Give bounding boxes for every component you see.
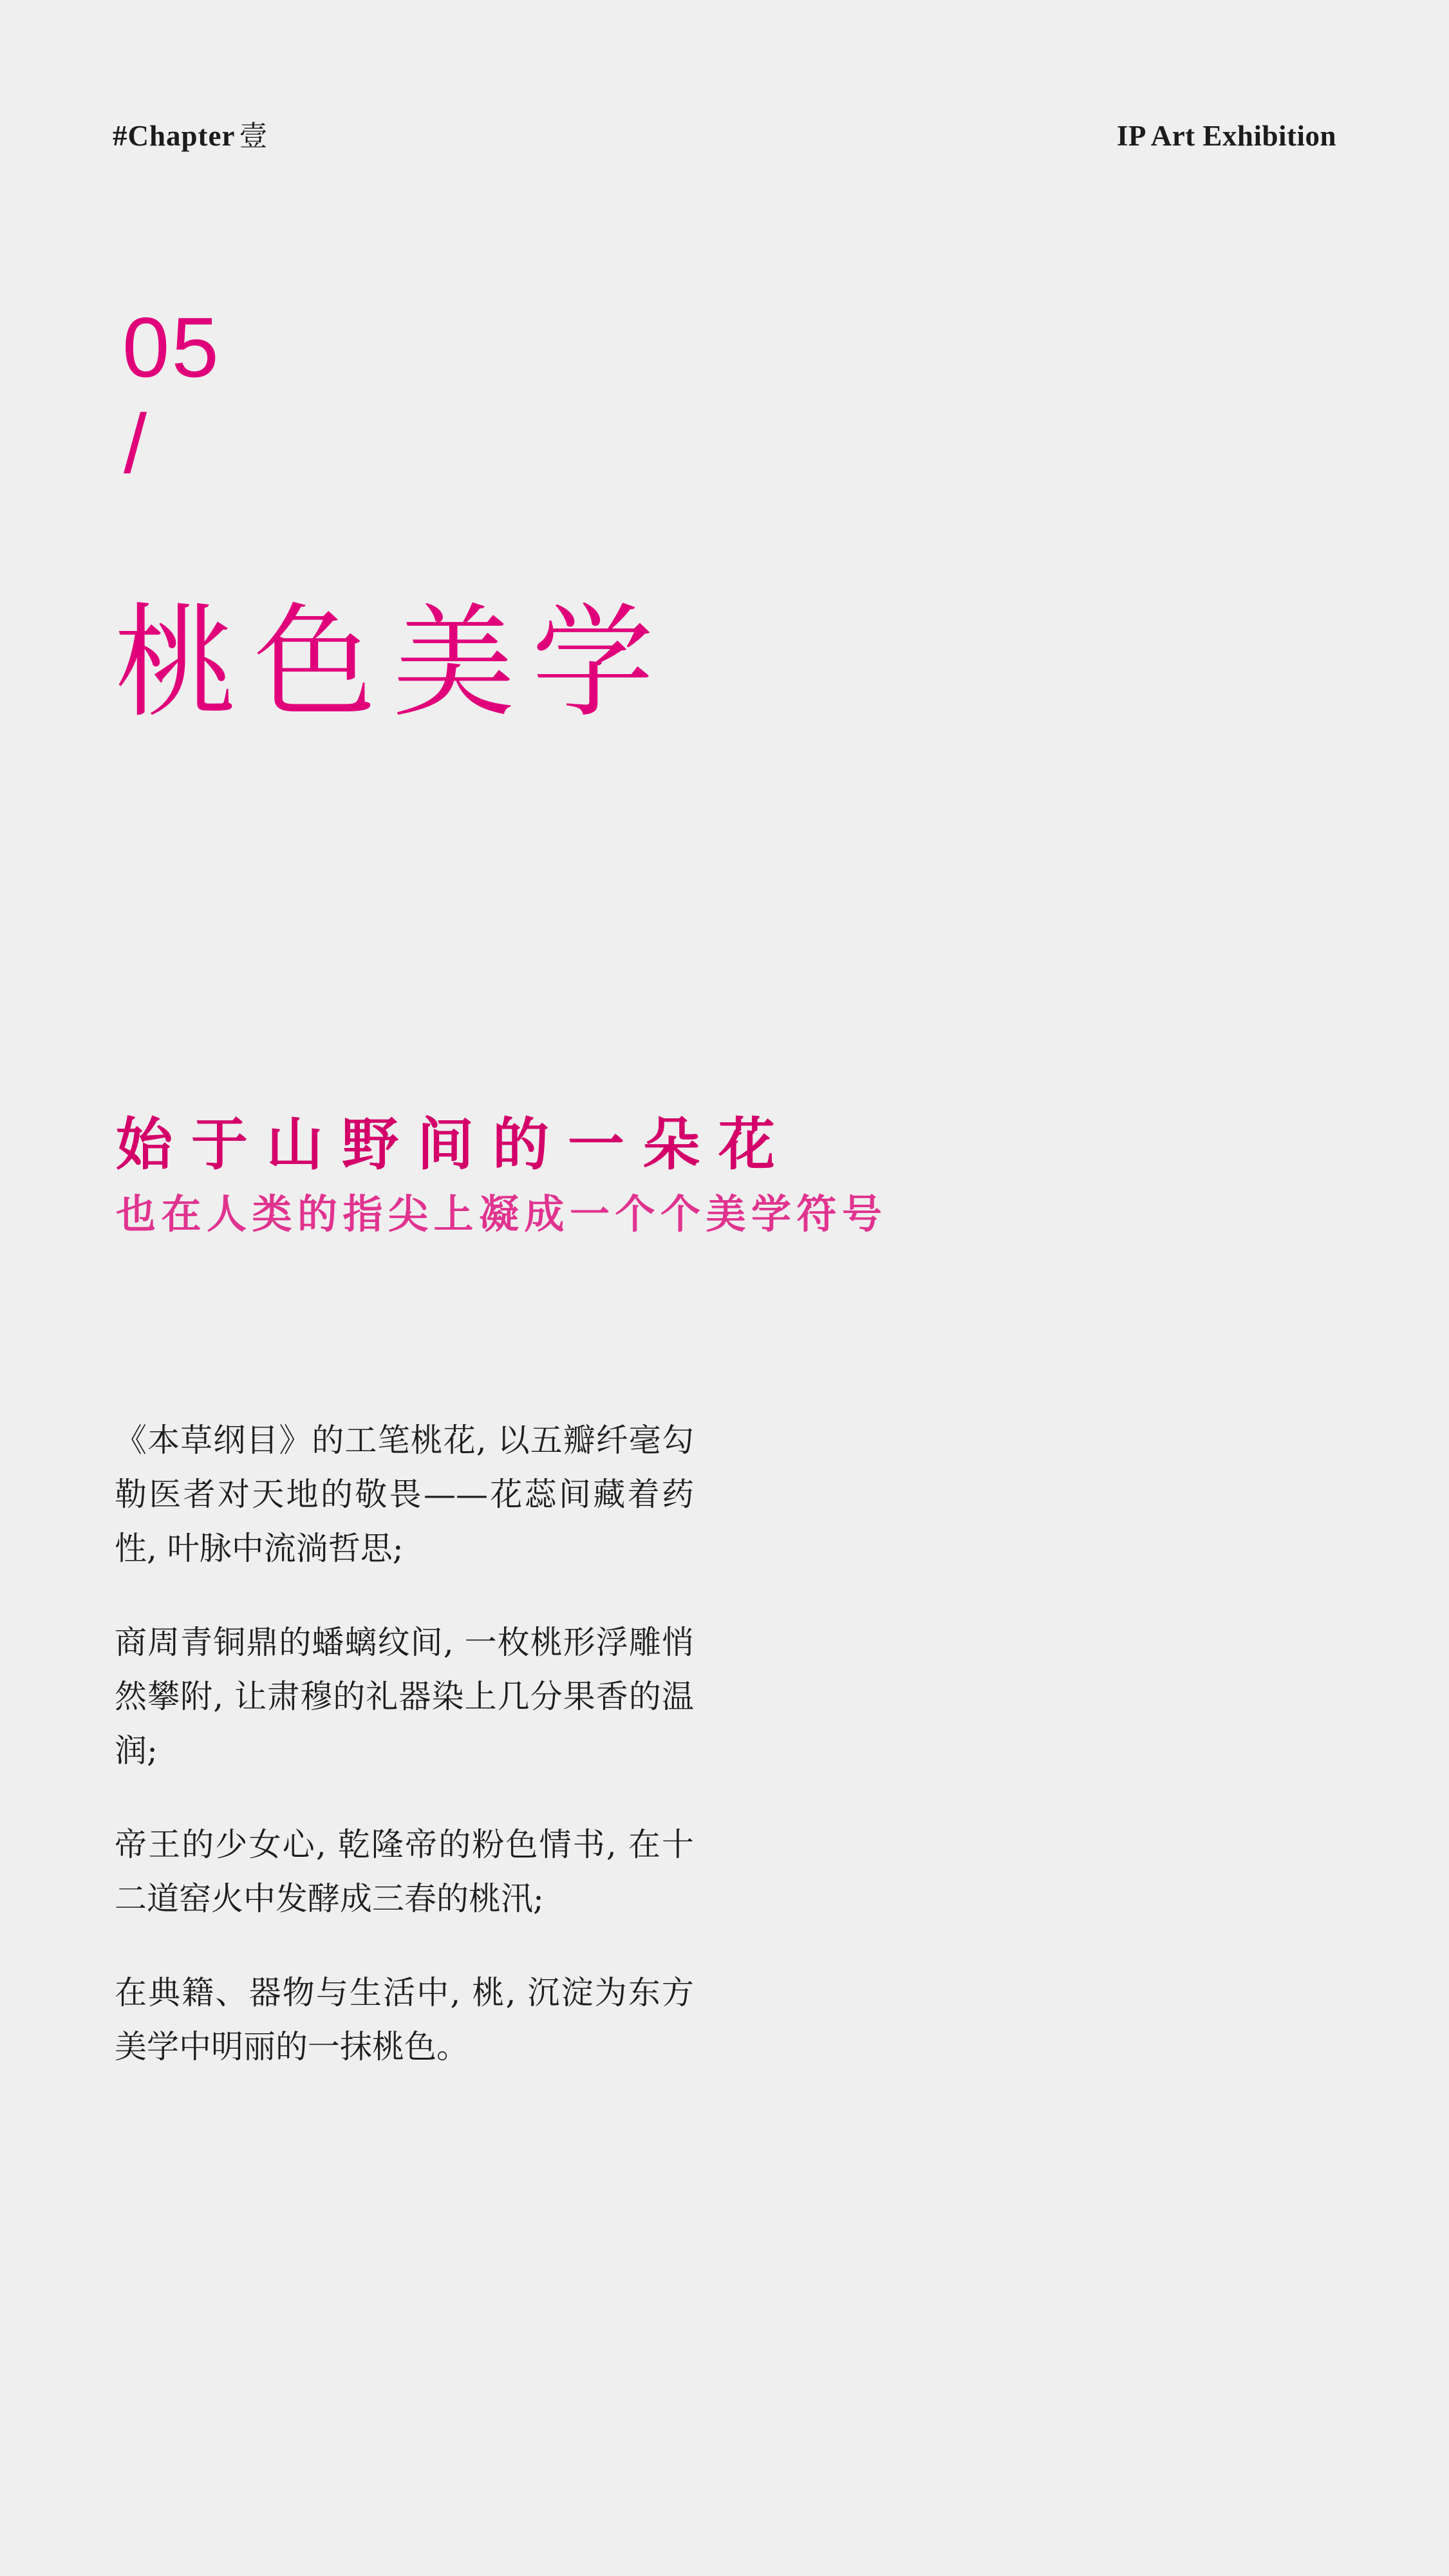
hero-number-block [122, 300, 221, 491]
subtitle-line-2: 也在人类的指尖上凝成一个个美学符号 [116, 1190, 888, 1237]
subtitle-line-1: 始于山野间的一朵花 [116, 1111, 794, 1178]
chapter-prefix: #Chapter [113, 120, 236, 152]
page-header [113, 113, 1336, 154]
hero-slash: / [124, 397, 147, 491]
body-paragraph: 帝王的少女心, 乾隆帝的粉色情书, 在十二道窑火中发酵成三春的桃汛; [115, 1826, 694, 1917]
body-copy [115, 1413, 694, 2074]
body-paragraph: 在典籍、器物与生活中, 桃, 沉淀为东方美学中明丽的一抹桃色。 [115, 1974, 694, 2065]
chapter-number-cn: 壹 [239, 120, 268, 153]
chapter-label [113, 113, 268, 154]
body-paragraph: 商周青铜鼎的蟠螭纹间, 一枚桃形浮雕悄然攀附, 让肃穆的礼器染上几分果香的温润; [115, 1624, 694, 1769]
exhibition-label: IP Art Exhibition [1116, 120, 1336, 152]
hero-number: 05 [122, 300, 221, 395]
page-title: 桃色美学 [115, 592, 671, 734]
body-paragraph: 《本草纲目》的工笔桃花, 以五瓣纤毫勾勒医者对天地的敬畏——花蕊间藏着药性, 叶脉中流淌哲思; [115, 1422, 694, 1567]
